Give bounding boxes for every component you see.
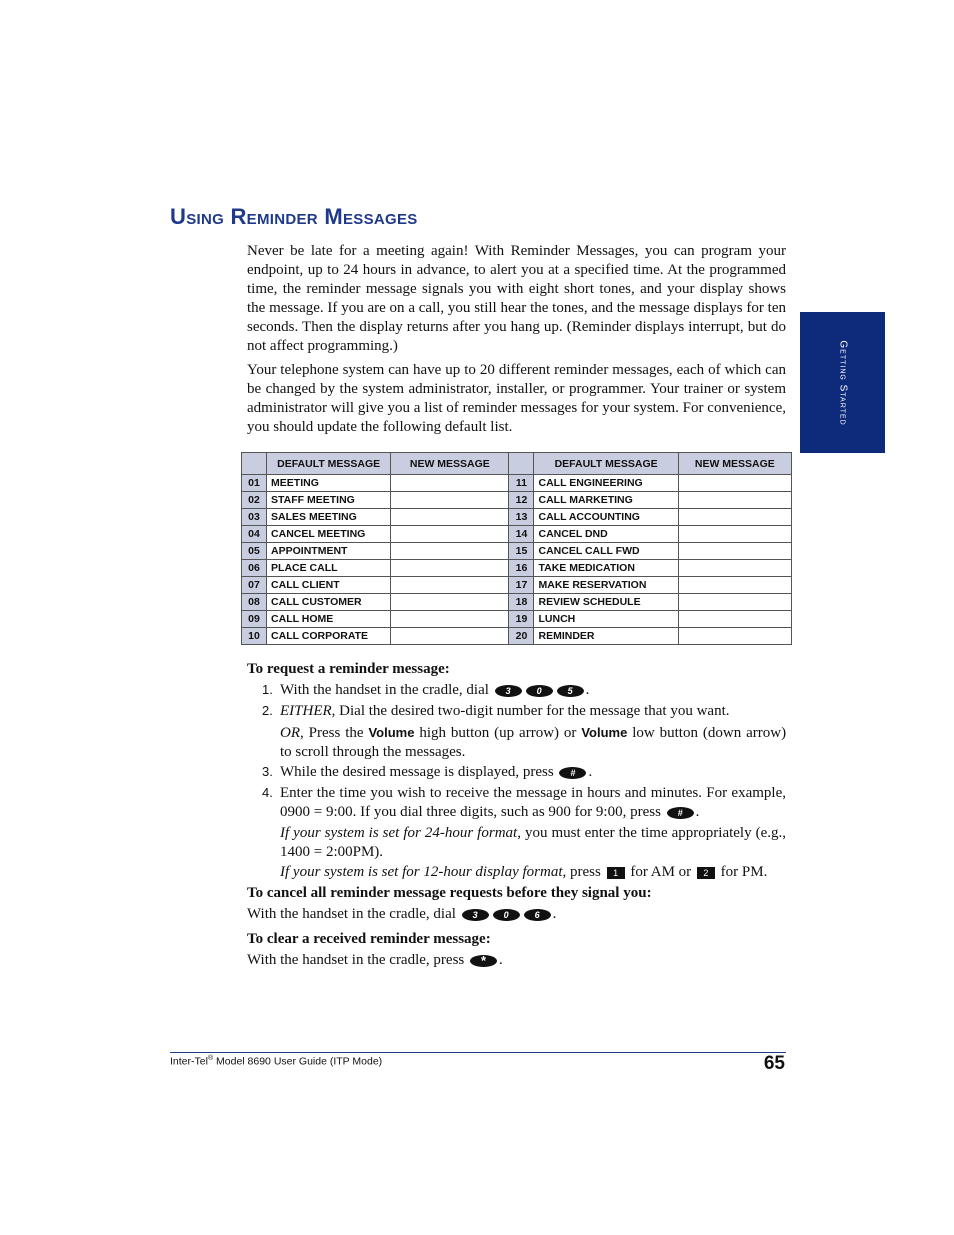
table-header-row	[242, 453, 792, 475]
row-number: 03	[242, 509, 267, 526]
key-0-icon: 0	[493, 909, 520, 921]
new-message-cell	[678, 543, 791, 560]
step-4-24hour	[280, 824, 786, 862]
step-italic: EITHER,	[280, 703, 336, 719]
footer-brand: Inter-Tel	[170, 1055, 208, 1068]
row-number: 18	[509, 594, 534, 611]
step-number: 1.	[262, 682, 273, 697]
default-message: CANCEL MEETING	[267, 526, 391, 543]
step-italic: If your system is set for 12-hour display format,	[280, 864, 567, 880]
new-message-cell	[391, 492, 509, 509]
table-header: NEW MESSAGE	[391, 453, 509, 475]
step-text: for AM or	[630, 864, 692, 880]
row-number: 20	[509, 628, 534, 645]
default-message: CALL HOME	[267, 611, 391, 628]
row-number: 04	[242, 526, 267, 543]
row-number: 10	[242, 628, 267, 645]
new-message-cell	[678, 628, 791, 645]
key-5-icon: 5	[557, 685, 584, 697]
table-header: NEW MESSAGE	[678, 453, 791, 475]
page-heading: Using Reminder Messages	[170, 204, 418, 229]
default-message: LUNCH	[534, 611, 678, 628]
key-6-icon: 6	[524, 909, 551, 921]
table-row	[242, 577, 792, 594]
default-message: MAKE RESERVATION	[534, 577, 678, 594]
table-header: DEFAULT MESSAGE	[534, 453, 678, 475]
table-row	[242, 628, 792, 645]
default-message: REVIEW SCHEDULE	[534, 594, 678, 611]
new-message-cell	[678, 509, 791, 526]
new-message-cell	[391, 611, 509, 628]
table-row	[242, 492, 792, 509]
step-text: Press the	[308, 725, 364, 741]
registered-mark: ®	[207, 1055, 214, 1062]
reminder-message-table	[241, 452, 792, 645]
step-1: With the handset in the cradle, dial 3 0 5 .	[280, 682, 590, 698]
footer-guide-name: Model 8690 User Guide (ITP Mode)	[213, 1055, 383, 1068]
key-star-icon: *	[470, 955, 497, 967]
request-title: To request a reminder message:	[247, 661, 450, 677]
default-message: APPOINTMENT	[267, 543, 391, 560]
step-2-or	[280, 723, 786, 762]
volume-label: Volume	[581, 725, 628, 740]
default-message: TAKE MEDICATION	[534, 560, 678, 577]
step-text: Dial the desired two-digit number for the message that you want.	[339, 703, 730, 719]
section-tab	[800, 312, 885, 453]
footer-rule	[170, 1052, 786, 1053]
step-number: 4.	[262, 785, 273, 800]
table-header-blank	[242, 453, 267, 475]
key-3-icon: 3	[462, 909, 489, 921]
step-4-12hour	[280, 863, 786, 882]
default-message: SALES MEETING	[267, 509, 391, 526]
table-row	[242, 509, 792, 526]
new-message-cell	[391, 475, 509, 492]
key-3-icon: 3	[495, 685, 522, 697]
step-text: With the handset in the cradle, press	[247, 952, 465, 968]
page-number: 65	[763, 1053, 785, 1074]
new-message-cell	[391, 560, 509, 577]
row-number: 08	[242, 594, 267, 611]
default-message: CALL CORPORATE	[267, 628, 391, 645]
new-message-cell	[391, 543, 509, 560]
new-message-cell	[678, 560, 791, 577]
row-number: 12	[509, 492, 534, 509]
row-number: 09	[242, 611, 267, 628]
table-row	[242, 611, 792, 628]
step-italic: If your system is set for 24-hour format,	[280, 825, 521, 841]
step-number: 3.	[262, 764, 273, 779]
step-text: With the handset in the cradle, dial	[280, 682, 489, 698]
default-message: CALL CLIENT	[267, 577, 391, 594]
row-number: 16	[509, 560, 534, 577]
row-number: 11	[509, 475, 534, 492]
step-text: for PM.	[720, 864, 768, 880]
new-message-cell	[391, 577, 509, 594]
default-message: REMINDER	[534, 628, 678, 645]
table-row	[242, 543, 792, 560]
intro-paragraph: Never be late for a meeting again! With Reminder Messages, you can program your endpoint, up to 24 hours in advance, to alert you at a specified time. At the programmed time, the reminder message signals you with eight short tones, and your display shows the message. If you are on a call, you still hear the tones, and the message displays for ten seconds. Then the display returns after you hang up. (Reminder displays interrupt, but do not affect programming.)	[247, 243, 786, 354]
new-message-cell	[391, 594, 509, 611]
row-number: 06	[242, 560, 267, 577]
row-number: 13	[509, 509, 534, 526]
row-number: 07	[242, 577, 267, 594]
row-number: 05	[242, 543, 267, 560]
key-0-icon: 0	[526, 685, 553, 697]
key-pound-icon: #	[559, 767, 586, 779]
new-message-cell	[678, 492, 791, 509]
default-message: CANCEL DND	[534, 526, 678, 543]
default-message: CALL ENGINEERING	[534, 475, 678, 492]
step-text: Enter the time you wish to receive the message in hours and minutes. For example, 0900 = 9:00. If you dial three digits, such as 900 for 9:00, press	[280, 785, 786, 820]
row-number: 15	[509, 543, 534, 560]
row-number: 19	[509, 611, 534, 628]
row-number: 01	[242, 475, 267, 492]
table-header: DEFAULT MESSAGE	[267, 453, 391, 475]
step-2	[280, 702, 786, 721]
key-1-icon: 1	[607, 867, 625, 879]
step-3: While the desired message is displayed, press # .	[280, 764, 593, 780]
cancel-instruction: With the handset in the cradle, dial 3 0 6 .	[247, 906, 557, 922]
step-number: 2.	[262, 703, 273, 718]
step-4: Enter the time you wish to receive the message in hours and minutes. For example, 0900 = 9:00. If you dial three digits, such as 900 for 9:00, press # .	[280, 785, 786, 820]
default-message: STAFF MEETING	[267, 492, 391, 509]
row-number: 14	[509, 526, 534, 543]
default-message: CALL MARKETING	[534, 492, 678, 509]
new-message-cell	[391, 509, 509, 526]
default-message: PLACE CALL	[267, 560, 391, 577]
table-row	[242, 594, 792, 611]
table-header-blank	[509, 453, 534, 475]
new-message-cell	[678, 594, 791, 611]
row-number: 02	[242, 492, 267, 509]
step-text: With the handset in the cradle, dial	[247, 906, 456, 922]
step-text: press	[570, 864, 601, 880]
default-message: CALL CUSTOMER	[267, 594, 391, 611]
volume-label: Volume	[368, 725, 415, 740]
step-italic: OR,	[280, 725, 304, 741]
default-message: CALL ACCOUNTING	[534, 509, 678, 526]
new-message-cell	[678, 526, 791, 543]
step-text: While the desired message is displayed, press	[280, 764, 554, 780]
step-text: low button (down arrow) to scroll through the messages.	[280, 725, 787, 760]
new-message-cell	[678, 475, 791, 492]
row-number: 17	[509, 577, 534, 594]
new-message-cell	[678, 577, 791, 594]
table-row	[242, 526, 792, 543]
new-message-cell	[391, 628, 509, 645]
table-row	[242, 560, 792, 577]
key-pound-icon: #	[667, 807, 694, 819]
intro-paragraph-2: Your telephone system can have up to 20 different reminder messages, each of which can be changed by the system administrator, installer, or programmer. Your trainer or system administrator will give you a list of reminder messages for your system. For convenience, you should update the following default list.	[247, 362, 786, 435]
clear-title: To clear a received reminder message:	[247, 931, 491, 947]
cancel-title: To cancel all reminder message requests before they signal you:	[247, 885, 652, 901]
section-tab-label: Getting Started	[837, 339, 848, 426]
key-2-icon: 2	[697, 867, 715, 879]
table-row	[242, 475, 792, 492]
default-message: CANCEL CALL FWD	[534, 543, 678, 560]
new-message-cell	[391, 526, 509, 543]
clear-instruction: With the handset in the cradle, press * .	[247, 952, 503, 968]
step-text: high button (up arrow) or	[419, 725, 577, 741]
footer-title	[170, 1055, 382, 1068]
new-message-cell	[678, 611, 791, 628]
default-message: MEETING	[267, 475, 391, 492]
step-text: you must enter the time appropriately (e.g., 1400 = 2:00PM).	[280, 825, 786, 860]
